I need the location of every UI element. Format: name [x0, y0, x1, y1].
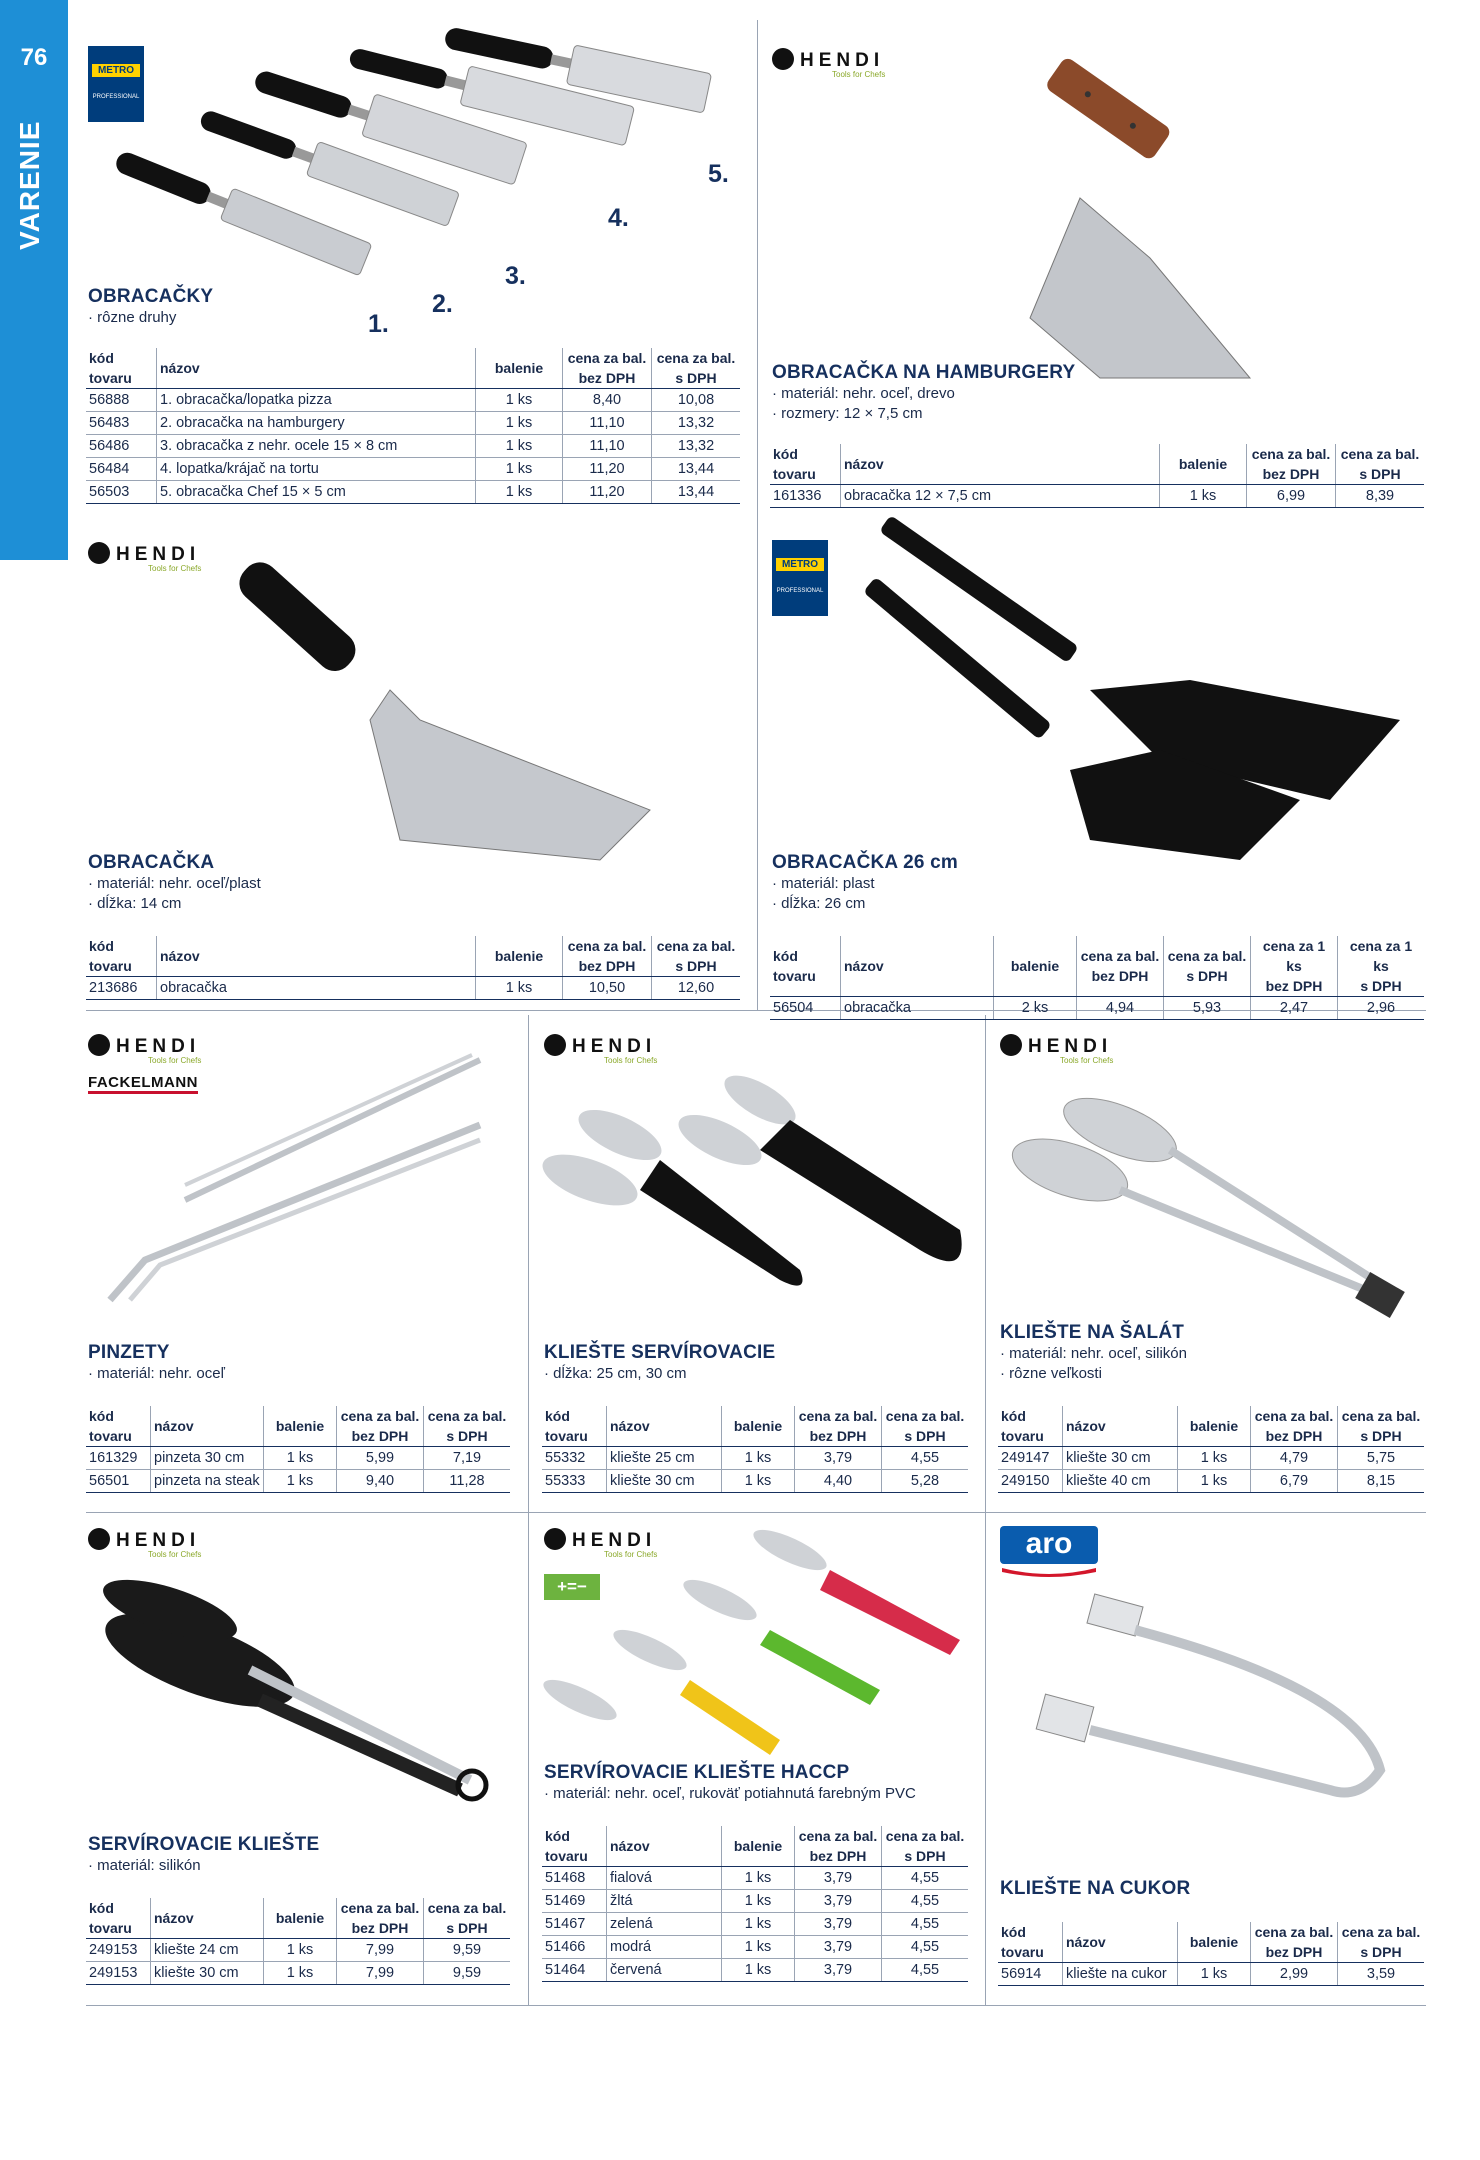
hendi-logo: HENDI Tools for Chefs [88, 542, 201, 573]
product-code: 249153 [86, 1939, 151, 1962]
package-size: 1 ks [476, 435, 563, 458]
table-row [542, 1890, 968, 1913]
price-table-obracacka: kód tovaru názov balenie cena za bal. bez DPH cena za bal. s DPH 213686 obracačka 1 ks 10,50 12,60 [86, 936, 740, 1000]
product-name: pinzeta 30 cm [151, 1447, 264, 1470]
row-divider [86, 2005, 1426, 2006]
price-table-pinzety: kód tovaru názov balenie cena za bal. bez DPH cena za bal. s DPH 161329 pinzeta 30 cm 1 ks 5,99 7,19 56501 pinzeta na steak 1 ks 9,40 11,28 [86, 1406, 510, 1493]
price-cell: 11,10 [563, 435, 652, 458]
aro-logo: aro [1000, 1526, 1098, 1564]
product-title: PINZETY [88, 1342, 170, 1363]
price-cell: 6,79 [1251, 1470, 1338, 1493]
product-code: 56504 [770, 997, 841, 1020]
table-row [998, 1447, 1424, 1470]
price-cell: 8,40 [563, 389, 652, 412]
price-cell: 4,79 [1251, 1447, 1338, 1470]
package-size: 1 ks [1178, 1447, 1251, 1470]
haccp-icon: +=− [544, 1574, 600, 1600]
price-cell: 9,40 [337, 1470, 424, 1493]
product-name: zelená [607, 1913, 722, 1936]
table-row [86, 977, 740, 1000]
price-cell: 10,50 [563, 977, 652, 1000]
product-specs: · materiál: nehr. oceľ [88, 1364, 225, 1384]
product-code: 56483 [86, 412, 157, 435]
price-table-servirovacie-klieste-haccp: kód tovaru názov balenie cena za bal. bez DPH cena za bal. s DPH 51468 fialová 1 ks 3,79 4,55 51469 žltá 1 ks 3,79 4,55 51467 zelená 1 ks 3,79 4,55 51466 modrá 1 ks 3,79 4,55 51464 červená 1 ks 3,79 4,55 [542, 1826, 968, 1982]
price-cell: 4,55 [882, 1867, 969, 1890]
column-divider [757, 530, 758, 1010]
package-size: 2 ks [994, 997, 1077, 1020]
package-size: 1 ks [1160, 485, 1247, 508]
price-cell: 11,20 [563, 481, 652, 504]
product-code: 56501 [86, 1470, 151, 1493]
price-cell: 10,08 [652, 389, 741, 412]
product-name: kliešte 25 cm [607, 1447, 722, 1470]
hamburger-turner-image [1040, 78, 1340, 378]
product-specs: · materiál: nehr. oceľ, silikón · rôzne veľkosti [1000, 1344, 1187, 1384]
price-cell: 2,47 [1251, 997, 1338, 1020]
product-obracacka-hamburgery [772, 362, 1075, 424]
price-cell: 3,79 [795, 1890, 882, 1913]
product-code: 56888 [86, 389, 157, 412]
product-specs: · dĺžka: 25 cm, 30 cm [544, 1364, 775, 1384]
product-code: 56486 [86, 435, 157, 458]
table-row [542, 1936, 968, 1959]
product-name: kliešte 24 cm [151, 1939, 264, 1962]
price-cell: 5,28 [882, 1470, 969, 1493]
package-size: 1 ks [722, 1936, 795, 1959]
product-name: kliešte 40 cm [1063, 1470, 1178, 1493]
product-code: 51466 [542, 1936, 607, 1959]
fackelmann-logo: FACKELMANN [88, 1074, 198, 1094]
hendi-logo: HENDI Tools for Chefs [88, 1034, 201, 1065]
product-specs: · materiál: nehr. oceľ, drevo · rozmery: 12 × 7,5 cm [772, 384, 1075, 424]
product-obracacky [88, 286, 213, 328]
product-title: OBRACAČKA NA HAMBURGERY [772, 362, 1076, 383]
product-code: 249150 [998, 1470, 1063, 1493]
table-row [542, 1447, 968, 1470]
item-number-4: 4. [608, 204, 629, 232]
package-size: 1 ks [722, 1890, 795, 1913]
price-cell: 13,44 [652, 481, 741, 504]
product-name: kliešte 30 cm [1063, 1447, 1178, 1470]
package-size: 1 ks [722, 1867, 795, 1890]
price-cell: 3,79 [795, 1913, 882, 1936]
table-row [86, 1447, 510, 1470]
table-row [998, 1470, 1424, 1493]
silicone-tongs-image [100, 1580, 500, 1810]
price-table-klieste-servirovacie: kód tovaru názov balenie cena za bal. bez DPH cena za bal. s DPH 55332 kliešte 25 cm 1 ks 3,79 4,55 55333 kliešte 30 cm 1 ks 4,40 5,28 [542, 1406, 968, 1493]
hendi-logo: HENDI Tools for Chefs [772, 48, 885, 79]
product-specs: · materiál: silikón [88, 1856, 319, 1876]
table-row [86, 458, 740, 481]
product-code: 249147 [998, 1447, 1063, 1470]
table-row [86, 412, 740, 435]
table-row [770, 485, 1424, 508]
price-cell: 4,55 [882, 1890, 969, 1913]
product-obracacka [88, 852, 261, 914]
price-table-obracacka-hamburgery: kód tovaru názov balenie cena za bal. bez DPH cena za bal. s DPH 161336 obracačka 12 × 7,5 cm 1 ks 6,99 8,39 [770, 444, 1424, 508]
package-size: 1 ks [722, 1470, 795, 1493]
price-table-klieste-na-salat: kód tovaru názov balenie cena za bal. bez DPH cena za bal. s DPH 249147 kliešte 30 cm 1 ks 4,79 5,75 249150 kliešte 40 cm 1 ks 6,79 8,15 [998, 1406, 1424, 1493]
section-sidebar [0, 0, 68, 560]
product-name: 5. obracačka Chef 15 × 5 cm [157, 481, 476, 504]
price-cell: 8,15 [1338, 1470, 1425, 1493]
column-divider [985, 1015, 986, 2005]
package-size: 1 ks [476, 977, 563, 1000]
price-cell: 7,19 [424, 1447, 511, 1470]
package-size: 1 ks [722, 1959, 795, 1982]
product-klieste-servirovacie [544, 1342, 775, 1384]
item-number-3: 3. [505, 262, 526, 290]
price-cell: 5,75 [1338, 1447, 1425, 1470]
table-row [542, 1913, 968, 1936]
price-cell: 3,79 [795, 1867, 882, 1890]
product-title: KLIEŠTE NA ŠALÁT [1000, 1322, 1185, 1343]
product-name: kliešte 30 cm [151, 1962, 264, 1985]
hendi-logo: HENDI Tools for Chefs [544, 1034, 657, 1065]
price-cell: 3,79 [795, 1447, 882, 1470]
package-size: 1 ks [476, 481, 563, 504]
table-row [998, 1963, 1424, 1986]
package-size: 1 ks [476, 458, 563, 481]
product-code: 51468 [542, 1867, 607, 1890]
package-size: 1 ks [476, 389, 563, 412]
page-number: 76 [20, 44, 48, 71]
product-name: 3. obracačka z nehr. ocele 15 × 8 cm [157, 435, 476, 458]
product-code: 249153 [86, 1962, 151, 1985]
product-code: 51467 [542, 1913, 607, 1936]
package-size: 1 ks [264, 1470, 337, 1493]
metro-professional-logo: METRO PROFESSIONAL [772, 540, 828, 616]
product-code: 213686 [86, 977, 157, 1000]
price-cell: 4,40 [795, 1470, 882, 1493]
product-name: obracačka [157, 977, 476, 1000]
price-cell: 11,10 [563, 412, 652, 435]
price-cell: 2,99 [1251, 1963, 1338, 1986]
table-row [86, 1939, 510, 1962]
table-row [86, 1470, 510, 1493]
price-table-obracacka-26cm: kód tovaru názov balenie cena za bal. bez DPH cena za bal. s DPH cena za 1 ks bez DPH cena za 1 ks s DPH 56504 obracačka 2 ks 4,94 5,93 2,47 2,96 [770, 936, 1424, 1020]
table-row [770, 997, 1424, 1020]
price-cell: 7,99 [337, 1939, 424, 1962]
product-code: 161336 [770, 485, 841, 508]
product-name: pinzeta na steak [151, 1470, 264, 1493]
price-cell: 5,99 [337, 1447, 424, 1470]
product-title: KLIEŠTE NA CUKOR [1000, 1878, 1191, 1899]
product-servirovacie-klieste [88, 1834, 319, 1876]
tweezers-image [100, 1050, 500, 1310]
table-row [86, 1962, 510, 1985]
product-title: SERVÍROVACIE KLIEŠTE HACCP [544, 1762, 850, 1783]
item-number-5: 5. [708, 160, 729, 188]
product-name: 1. obracačka/lopatka pizza [157, 389, 476, 412]
table-row [542, 1867, 968, 1890]
section-label: VARENIE [14, 120, 45, 250]
product-name: kliešte 30 cm [607, 1470, 722, 1493]
price-cell: 4,55 [882, 1447, 969, 1470]
product-name: obracačka [841, 997, 994, 1020]
metro-professional-logo: METRO PROFESSIONAL [88, 46, 144, 122]
product-code: 51464 [542, 1959, 607, 1982]
table-row [86, 481, 740, 504]
price-cell: 3,79 [795, 1959, 882, 1982]
price-cell: 9,59 [424, 1962, 511, 1985]
price-cell: 3,79 [795, 1936, 882, 1959]
product-specs: · materiál: nehr. oceľ/plast · dĺžka: 14 cm [88, 874, 261, 914]
package-size: 1 ks [264, 1447, 337, 1470]
price-table-servirovacie-klieste: kód tovaru názov balenie cena za bal. bez DPH cena za bal. s DPH 249153 kliešte 24 cm 1 ks 7,99 9,59 249153 kliešte 30 cm 1 ks 7,99 9,59 [86, 1898, 510, 1985]
product-name: 4. lopatka/krájač na tortu [157, 458, 476, 481]
product-title: OBRACAČKA [88, 852, 215, 873]
price-table-klieste-na-cukor: kód tovaru názov balenie cena za bal. bez DPH cena za bal. s DPH 56914 kliešte na cukor 1 ks 2,99 3,59 [998, 1922, 1424, 1986]
package-size: 1 ks [264, 1939, 337, 1962]
product-specs: · materiál: nehr. oceľ, rukoväť potiahnutá farebným PVC [544, 1784, 916, 1804]
package-size: 1 ks [722, 1447, 795, 1470]
product-pinzety [88, 1342, 225, 1384]
product-code: 56503 [86, 481, 157, 504]
product-name: obracačka 12 × 7,5 cm [841, 485, 1160, 508]
product-title: OBRACAČKA 26 cm [772, 852, 958, 873]
table-row [542, 1470, 968, 1493]
product-name: modrá [607, 1936, 722, 1959]
product-title: OBRACAČKY [88, 286, 214, 307]
item-number-2: 2. [432, 290, 453, 318]
price-cell: 12,60 [652, 977, 741, 1000]
table-row [542, 1959, 968, 1982]
price-cell: 4,55 [882, 1959, 969, 1982]
product-code: 161329 [86, 1447, 151, 1470]
product-specs: · rôzne druhy [88, 308, 213, 328]
product-name: fialová [607, 1867, 722, 1890]
column-divider [528, 1015, 529, 2005]
product-code: 55332 [542, 1447, 607, 1470]
product-code: 55333 [542, 1470, 607, 1493]
price-cell: 8,39 [1336, 485, 1425, 508]
product-title: SERVÍROVACIE KLIEŠTE [88, 1834, 320, 1855]
product-name: žltá [607, 1890, 722, 1913]
product-code: 56914 [998, 1963, 1063, 1986]
product-klieste-na-salat [1000, 1322, 1187, 1384]
price-cell: 2,96 [1338, 997, 1425, 1020]
price-cell: 4,94 [1077, 997, 1164, 1020]
price-cell: 13,44 [652, 458, 741, 481]
product-servirovacie-klieste-haccp [544, 1762, 916, 1804]
hendi-logo: HENDI Tools for Chefs [1000, 1034, 1113, 1065]
price-cell: 9,59 [424, 1939, 511, 1962]
product-code: 51469 [542, 1890, 607, 1913]
hendi-logo: HENDI Tools for Chefs [544, 1528, 657, 1559]
price-table-obracacky: kód tovaru názov balenie cena za bal. bez DPH cena za bal. s DPH 56888 1. obracačka/lopatka pizza 1 ks 8,40 10,08 56483 2. obracačka na hamburgery 1 ks 11,10 13,32 56486 3. obracačka z nehr. ocele 15 × 8 cm 1 ks 11,10 13,32 56484 4. lopatka/krájač na tortu 1 ks 11,20 13,44 56503 5. obracačka Chef 15 × 5 cm 1 ks 11,20 13,44 [86, 348, 740, 504]
product-name: kliešte na cukor [1063, 1963, 1178, 1986]
price-cell: 11,28 [424, 1470, 511, 1493]
plastic-turners-image [860, 540, 1410, 860]
product-specs: · materiál: plast · dĺžka: 26 cm [772, 874, 958, 914]
package-size: 1 ks [1178, 1963, 1251, 1986]
serving-tongs-image [540, 1080, 980, 1320]
price-cell: 7,99 [337, 1962, 424, 1985]
column-divider [757, 20, 758, 530]
sugar-tongs-image [1030, 1590, 1410, 1820]
product-title: KLIEŠTE SERVÍROVACIE [544, 1342, 776, 1363]
product-obracacka-26cm [772, 852, 958, 914]
price-cell: 11,20 [563, 458, 652, 481]
price-cell: 5,93 [1164, 997, 1251, 1020]
price-cell: 4,55 [882, 1913, 969, 1936]
package-size: 1 ks [722, 1913, 795, 1936]
hendi-logo: HENDI Tools for Chefs [88, 1528, 201, 1559]
item-number-1: 1. [368, 310, 389, 338]
package-size: 1 ks [1178, 1470, 1251, 1493]
product-klieste-na-cukor [1000, 1878, 1190, 1900]
product-code: 56484 [86, 458, 157, 481]
price-cell: 4,55 [882, 1936, 969, 1959]
salad-tongs-image [1010, 1100, 1410, 1340]
price-cell: 13,32 [652, 412, 741, 435]
package-size: 1 ks [476, 412, 563, 435]
product-name: červená [607, 1959, 722, 1982]
spatula-image [220, 570, 660, 870]
package-size: 1 ks [264, 1962, 337, 1985]
row-divider [86, 1512, 1426, 1513]
table-row [86, 389, 740, 412]
aro-swoosh-icon [1000, 1564, 1098, 1578]
price-cell: 6,99 [1247, 485, 1336, 508]
haccp-tongs-image [540, 1530, 980, 1780]
price-cell: 13,32 [652, 435, 741, 458]
price-cell: 3,59 [1338, 1963, 1425, 1986]
product-name: 2. obracačka na hamburgery [157, 412, 476, 435]
table-row [86, 435, 740, 458]
